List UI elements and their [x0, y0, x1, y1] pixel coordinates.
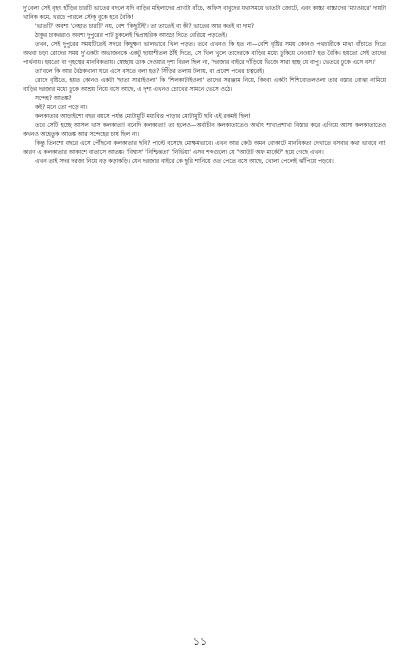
paragraph-4: তখন, সেই দুপুরের সময়টিতেই সদরে কিছুক্ষণ ভালভাবে খিল পড়ত। তবে এখনও কি হত না—বেশি বৃষ্টির সময় কোনও পথচারীকে মাথা বাঁচাতে দিতে অথবা চড়া রোদের সময় দু'একটা অভাজনকে একটু ছায়াশীতল ঠাঁই দিতে, সে খিল খুলে তাদেরকে বাড়ির মধ্যে ঢুকিয়ে নেওয়া? হত বৈকি। হয়তো সেই তাদের পার্থনায়। হয়তো বা গৃহস্থের মানবিকতায়। স্বেচ্ছায় ডাক দেওয়ার দৃশ্য বিরল ছিল না, 'দরজার বাইরে দাঁড়িয়ে ভিজে সারা হচ্ছ যে বাপু। ভেতরে ঢুকে এসে বস।' [23, 42, 386, 66]
paragraph-5: তা'বলে কি আর বৈঠকখানা ঘরে এসে বসতে বলা হত? সিঁড়ির তলায় টলায়, বা প্রবেশ পথের চত্বরেই। [35, 69, 265, 75]
paragraph-8: কই? মনে তো পড়ে না। [35, 105, 88, 111]
paragraph-6: রোদে বৃষ্টিতে, হয়ত কোনও একটা 'ছাতা সারাইওলা' কি 'শিলকাটাইওলা' তাদের সরঞ্জাম নিয়ে, কিংবা একটা শিশিবোতলওলা তার বস্তার বোঝা নামিয়ে বাড়ির দরজার মধ্যে ঢুকে আশ্রয় নিয়ে বসে আছে, এ দৃশ্য এখনও চোখের সামনে ভেসে ওঠে। [23, 78, 386, 93]
paragraph-2: 'ভাতটি' অবশ্য 'নেহাত চারটি' নয়, বেশ 'কিছুটিই'। তা তাতেই বা কী? ভাতের আর কতই বা দাম? [35, 24, 254, 30]
paragraph-12: এখন তাই সদর দরজা নিয়ে বড় কড়াকড়ি। যেন দরজার বাইরে কে ছুরি শানিয়ে ওত পেতে বসে আছে, খোলা পেলেই ঝাঁপিয়ে পড়বে। [35, 159, 334, 165]
paragraph-1: দু'বেলা সেই বৃহৎ হাঁড়ির চারটি ভাতের বদলে যদি বাড়ির মহিলাদের প্রাণটা বাঁচে, অফিস বাবুদের যথাসময়ে ভাতটা জোটে, এবং কাচ্চা বাচ্চাদের 'ম্যাওয়রে' দায়টা খানিক কমে, খরচে পারলে স্টেক্‌ বুকে হবে বৈকি! [23, 6, 386, 21]
paragraph-9: কলকাতার আড়াইশো বছর বয়সে পর্যন্ত মোটামুটি মধ্যবিত্ত পাড়ার মোটামুটি ছবি এই রকমই ছিল! [35, 114, 251, 120]
paragraph-3: ঠাকুর চাকররাও অবশ্য দুপুরের পাট চুকলেই দ্বিপ্রাহরিক আড্ডা দিতে বেরিয়ে পড়তেই। [35, 33, 228, 39]
paragraph-7: সন্দেহ? আতঙ্ক? [35, 96, 72, 102]
paragraph-10: তবে সেটি হচ্ছে আসল খাস কলকাতা! বনেদি কলকাতা! তা হলেও—অর্বাচীন কলকাতাতেও অর্থাৎ শাখাপ্রশাখা বিস্তার করে এগিয়ে আসা কলকাতাতেও কখনও অহেতুক আতঙ্ক আর সন্দেহের চাষ ছিল না। [23, 123, 386, 138]
paragraph-11: কিন্তু তিনশো বছরে এসে পৌঁছনো কলকাতার ছবি? পাল্টে বসেছে মোক্ষমভাবে। এখন আর কেউ অমন বোকাটে মানবিকতা দেখাতে বসবার কথা ভাববে না! কারণ এ কলকাতার আকাশে বাতাসে আতঙ্ক। 'বিশ্বাস' 'নিশ্চিন্ততা' 'নির্ভিয়া' এসব শব্দগুলো যে "আউট অফ মার্কেট" হয়ে গেছে এখন। [23, 141, 386, 156]
page-number: ১১ [192, 635, 208, 648]
